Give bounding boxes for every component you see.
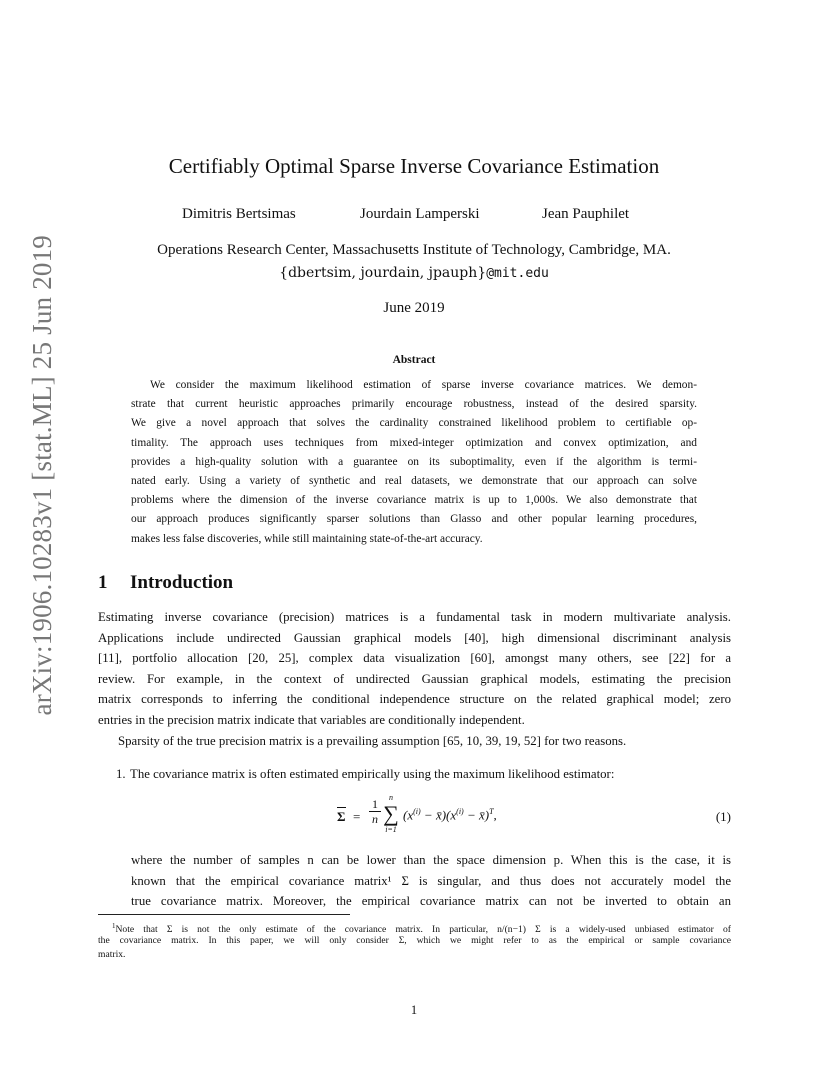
author-name: Jean Pauphilet	[542, 206, 630, 222]
arxiv-identifier-text: arXiv:1906.10283v1 [stat.ML] 25 Jun 2019	[26, 234, 57, 716]
footnote-1	[98, 919, 731, 963]
fraction-numerator: 1	[369, 797, 381, 812]
abstract-line: provides a high-quality solution with a guarantee on its suboptimality, even if the algorithm is termi-	[131, 455, 697, 468]
equation-fraction	[369, 797, 381, 826]
body-line: known that the empirical covariance matrix¹ Σ is singular, and thus does not accurately model the	[131, 873, 731, 888]
footnote-line: matrix.	[98, 949, 126, 960]
intro-paragraph-2	[98, 731, 731, 752]
expr-superscript: T	[489, 807, 494, 816]
publication-date: June 2019	[383, 300, 445, 316]
expr-part: ,	[493, 807, 497, 823]
enum-text: The covariance matrix is often estimated empirically using the maximum likelihood estimator:	[130, 767, 615, 781]
expr-part: − x̄)(x	[420, 807, 457, 823]
abstract-heading: Abstract	[392, 354, 436, 366]
sum-upper-limit: n	[389, 793, 393, 802]
sum-lower-limit: i=1	[385, 825, 397, 834]
footnote-mark: 1	[112, 922, 116, 930]
section-title: Introduction	[130, 572, 234, 593]
abstract-line: timality. The approach uses techniques from mixed-integer optimization and convex optimization, and	[131, 436, 697, 449]
body-line: where the number of samples n can be lower than the space dimension p. When this is the case, it is	[131, 853, 731, 867]
abstract-line: We give a novel approach that solves the cardinality constrained likelihood problem to certifiable op-	[131, 417, 697, 430]
abstract-body	[131, 376, 697, 549]
equation-lhs	[337, 809, 346, 825]
footnote-text: Note that Σ is not the only estimate of the covariance matrix. In particular, n/(n−1) Σ is a widely-used unbiased estimator of	[115, 924, 731, 936]
sigma-bar-symbol: Σ	[337, 809, 346, 824]
email-addresses	[0, 265, 828, 281]
abstract-line: nated early. Using a variety of synthetic and real datasets, we demonstrate that our approach can solve	[131, 474, 697, 487]
abstract-line: problems where the dimension of the inverse covariance matrix is up to 1,000s. We also demonstrate that	[131, 494, 697, 507]
section-heading	[98, 572, 233, 594]
body-line: matrix corresponds to inferring the conditional independence structure on the related graphical model; zero	[98, 692, 731, 707]
body-line: Estimating inverse covariance (precision) matrices is a fundamental task in modern multivariate analysis.	[98, 610, 731, 624]
section-number: 1	[98, 572, 108, 593]
equation-number: (1)	[715, 809, 731, 824]
body-line: Applications include undirected Gaussian graphical models [40], high dimensional discriminant analysis	[98, 630, 731, 645]
footnote-line	[98, 919, 731, 934]
page-number: 1	[410, 1003, 418, 1017]
body-line: review. For example, in the context of undirected Gaussian graphical models, estimating the precision	[98, 671, 731, 686]
arxiv-identifier	[16, 234, 68, 716]
equation-expression	[403, 807, 497, 823]
abstract-line: our approach produces significantly sparser solutions than Glasso and other popular learning procedures,	[131, 513, 697, 526]
email-domain: @mit.edu	[486, 266, 549, 281]
expr-part: (x	[403, 807, 414, 823]
abstract-line: strate that current heuristic approaches primarily encourage robustness, instead of the desired sparsity.	[131, 398, 697, 411]
footnote-line: the covariance matrix. In this paper, we will only consider Σ, which we might refer to as the empirical or sample covariance	[98, 934, 731, 946]
abstract-line: We consider the maximum likelihood estimation of sparse inverse covariance matrices. We demon-	[150, 379, 697, 391]
abstract-line: makes less false discoveries, while still maintaining state-of-the-art accuracy.	[131, 532, 483, 545]
fraction-denominator: n	[372, 812, 378, 826]
body-line: [11], portfolio allocation [20, 25], complex data visualization [60], amongst many others, see [22] for a	[98, 651, 731, 666]
enum-marker: 1.	[116, 767, 126, 781]
equation-1	[0, 795, 828, 841]
equals-sign: =	[353, 809, 361, 824]
body-line: Sparsity of the true precision matrix is a prevailing assumption [65, 10, 39, 19, 52] for two reasons.	[118, 734, 627, 748]
author-name: Jourdain Lamperski	[360, 206, 480, 222]
intro-paragraph-1	[98, 607, 731, 731]
expr-superscript: (i)	[413, 807, 421, 816]
body-line: true covariance matrix. Moreover, the empirical covariance matrix can not be inverted to obtain an	[131, 894, 731, 909]
expr-superscript: (i)	[456, 807, 464, 816]
intro-paragraph-3	[131, 850, 731, 912]
email-handles: {dbertsim, jourdain, jpauph}	[279, 265, 487, 281]
sum-symbol: ∑	[383, 801, 399, 826]
paper-title: Certifiably Optimal Sparse Inverse Covariance Estimation	[168, 154, 660, 178]
expr-part: − x̄)	[463, 807, 490, 823]
footnote-rule	[98, 914, 350, 915]
summation	[381, 793, 401, 835]
author-name: Dimitris Bertsimas	[182, 206, 296, 222]
affiliation: Operations Research Center, Massachusetts Institute of Technology, Cambridge, MA.	[157, 242, 671, 258]
body-line: entries in the precision matrix indicate that variables are conditionally independent.	[98, 712, 525, 727]
